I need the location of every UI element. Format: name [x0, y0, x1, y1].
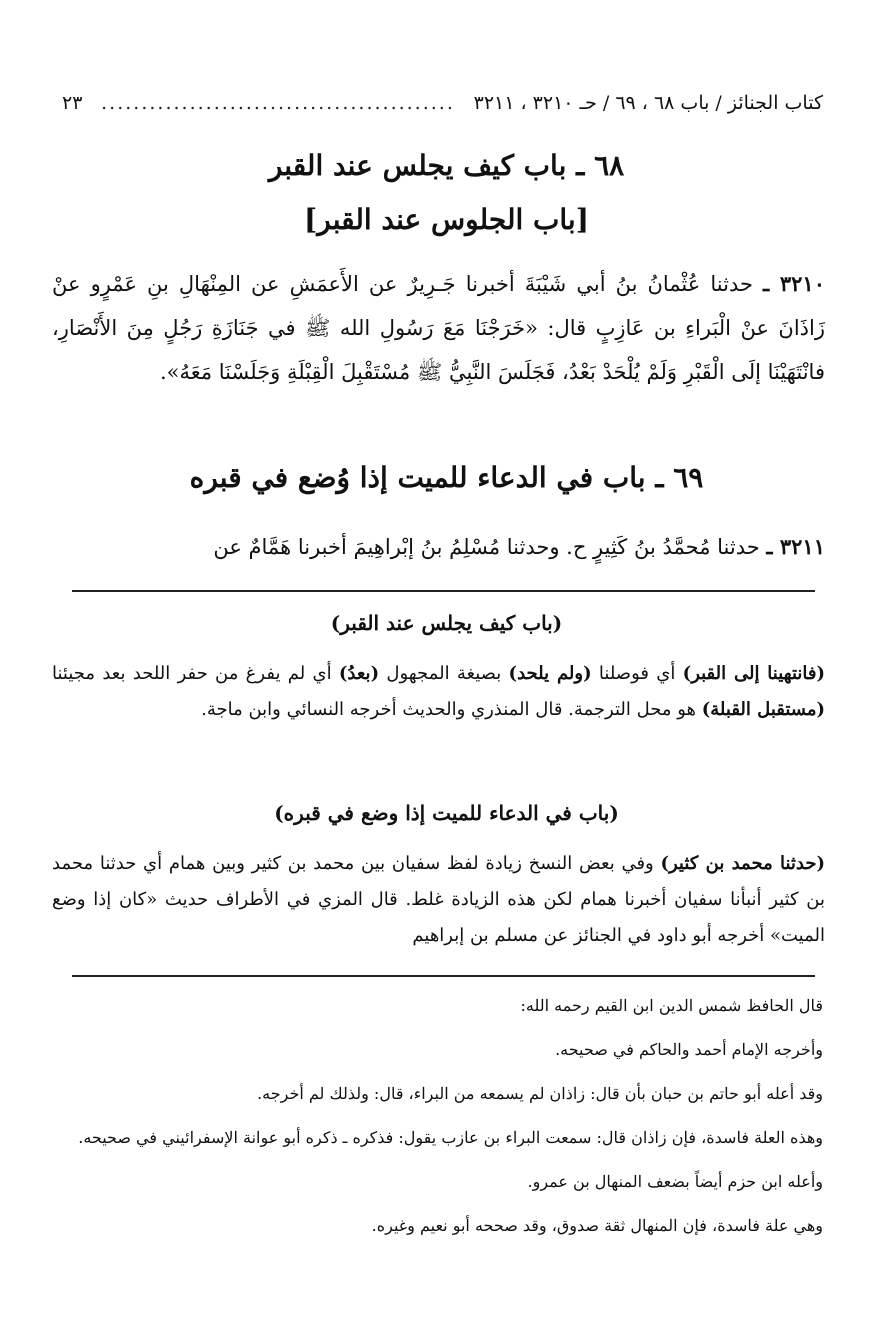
hadith-number: ٣٢١١ ـ — [766, 534, 825, 559]
running-header — [62, 88, 823, 118]
commentary-text: أي فوصلنا — [591, 663, 683, 684]
footnote-divider — [72, 975, 815, 977]
hadith-3211 — [52, 525, 825, 569]
commentary-text: وفي بعض النسخ زيادة لفظ سفيان بين محمد بن كثير وبين همام أي حدثنا محمد بن كثير أنبأنا سفيان أخبرنا همام لكن هذه الزيادة غلط. قال المزي في الأطراف حديث «كان إذا وضع الميت» أخرجه أبو داود في الجنائز عن مسلم بن إبراهيم — [52, 853, 825, 946]
commentary-paragraph-1 — [52, 656, 825, 728]
quoted-phrase: (مستقبل القبلة) — [701, 699, 825, 720]
bab-word: باب — [602, 461, 646, 494]
quoted-phrase: (ولم يلحد) — [508, 663, 592, 684]
chapter-68-alt-title: [باب الجلوس عند القبر] — [304, 203, 589, 236]
hadith-number: ٣٢١٠ ـ — [763, 271, 825, 296]
quoted-phrase: (فانتهينا إلى القبر) — [682, 663, 826, 684]
running-header-title: كتاب الجنائز / باب ٦٨ ، ٦٩ / حـ ٣٢١٠ ، ٣٢١١ — [473, 92, 823, 114]
footnote-line: وأعله ابن حزم أيضاً بضعف المنهال بن عمرو. — [527, 1172, 823, 1191]
chapter-title: كيف يجلس عند القبر — [268, 149, 514, 182]
commentary-text: بصيغة المجهول — [379, 663, 509, 684]
chapter-69-heading — [60, 460, 833, 496]
bab-word: باب — [523, 149, 567, 182]
hadith-text: حدثنا مُحمَّدُ بنُ كَثِيرٍ ح. وحدثنا مُسْلِمُ بنُ إبْراهِيمَ أخبرنا هَمَّامٌ عن — [213, 535, 760, 559]
hadith-3210 — [52, 262, 825, 394]
commentary-paragraph-2 — [52, 846, 825, 954]
footnote-line: وقد أعله أبو حاتم بن حبان بأن قال: زاذان لم يسمعه من البراء، قال: ولذلك لم أخرجه. — [257, 1084, 823, 1103]
quoted-phrase: (بعدُ) — [338, 663, 380, 684]
commentary-heading-1: (باب كيف يجلس عند القبر) — [330, 611, 563, 635]
footnote-line: وهي علة فاسدة، فإن المنهال ثقة صدوق، وقد صححه أبو نعيم وغيره. — [371, 1216, 823, 1235]
commentary-text: هو محل الترجمة. قال المنذري والحديث أخرجه النسائي وابن ماجة. — [201, 699, 702, 720]
section-divider — [72, 590, 815, 592]
chapter-68-heading — [60, 148, 833, 184]
page-number: ٢٣ — [62, 92, 83, 114]
commentary-text: أي لم يفرغ من حفر اللحد بعد مجيئنا — [52, 663, 339, 684]
hadith-text: حدثنا عُثْمانُ بنُ أبي شَيْبَةَ أخبرنا جَـرِيرٌ عن الأَعمَشِ عن المِنْهَالِ بنِ عَمْرٍو عنْ زَاذَانَ عنْ الْبَراءِ بن عَازِبٍ قال: «خَرَجْنَا مَعَ رَسُولِ الله ﷺ في جَنَازَةِ رَجُلٍ مِنَ الأَنْصَارِ، فانْتَهَيْنَا إلَى الْقَبْرِ وَلَمْ يُلْحَدْ بَعْدُ، فَجَلَسَ النَّبِيُّ ﷺ مُسْتَقْبِلَ الْقِبْلَةِ وَجَلَسْنَا مَعَهُ». — [52, 272, 825, 384]
chapter-number: ٦٩ ـ — [655, 461, 704, 494]
footnote-line: وهذه العلة فاسدة، فإن زاذان قال: سمعت البراء بن عازب يقول: فذكره ـ ذكره أبو عوانة الإسفرائيني في صحيحه. — [78, 1128, 823, 1147]
quoted-phrase: (حدثنا محمد بن كثير) — [660, 853, 826, 874]
footnote-line: قال الحافظ شمس الدين ابن القيم رحمه الله: — [520, 996, 823, 1015]
commentary-heading-2: (باب في الدعاء للميت إذا وضع في قبره) — [274, 801, 619, 825]
footnote-line: وأخرجه الإمام أحمد والحاكم في صحيحه. — [555, 1040, 823, 1059]
chapter-number: ٦٨ ـ — [576, 149, 625, 182]
leader-dots: ............................................ — [101, 92, 455, 114]
footnotes — [50, 990, 823, 1254]
chapter-title: في الدعاء للميت إذا وُضع في قبره — [189, 461, 594, 494]
